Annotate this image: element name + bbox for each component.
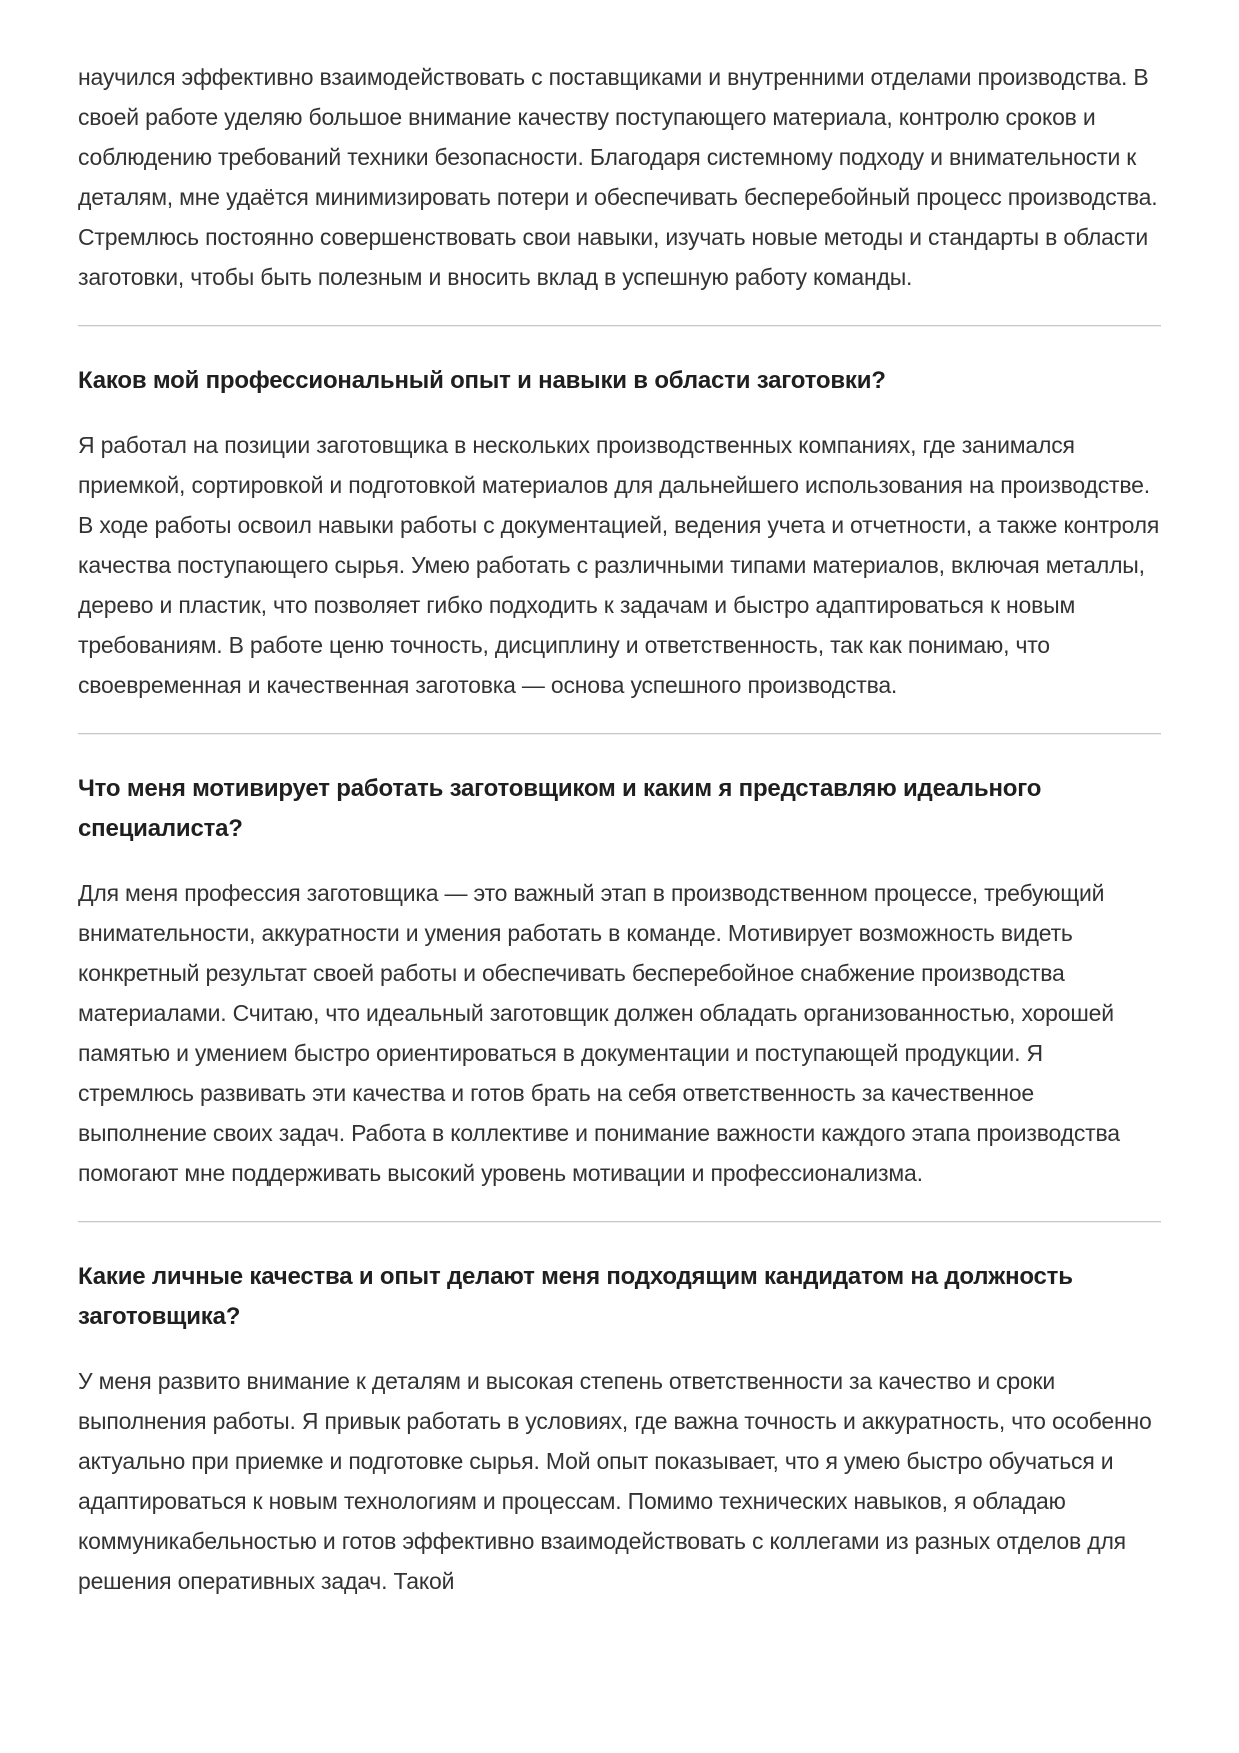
question-heading-personal-qualities: Какие личные качества и опыт делают меня подходящим кандидатом на должность заготовщика? (78, 1263, 1073, 1330)
answer-paragraph-personal-qualities: У меня развито внимание к деталям и высокая степень ответственности за качество и сроки выполнения работы. Я привык работать в условиях, где важна точность и аккуратность, что особенно актуально при приемке и подготовке сырья. Мой опыт показывает, что я умею быстро обучаться и адаптироваться к новым технологиям и процессам. Помимо технических навыков, я обладаю коммуникабельностью и готов эффективно взаимодействовать с коллегами из разных отделов для решения оперативных задач. Такой (78, 1368, 1152, 1594)
answer-paragraph-motivation: Для меня профессия заготовщика — это важный этап в производственном процессе, требующий внимательности, аккуратности и умения работать в команде. Мотивирует возможность видеть конкретный результат своей работы и обеспечивать бесперебойное снабжение производства материалами. Считаю, что идеальный заготовщик должен обладать организованностью, хорошей памятью и умением быстро ориентироваться в документации и поступающей продукции. Я стремлюсь развивать эти качества и готов брать на себя ответственность за качественное выполнение своих задач. Работа в коллективе и понимание важности каждого этапа производства помогают мне поддерживать высокий уровень мотивации и профессионализма. (78, 880, 1120, 1186)
section-divider (78, 1221, 1161, 1222)
section-divider (78, 325, 1161, 326)
question-heading-motivation: Что меня мотивирует работать заготовщиком и каким я представляю идеального специалиста? (78, 775, 1042, 842)
question-heading-experience: Каков мой профессиональный опыт и навыки в области заготовки? (78, 367, 886, 394)
section-divider (78, 733, 1161, 734)
answer-paragraph-experience: Я работал на позиции заготовщика в нескольких производственных компаниях, где занимался приемкой, сортировкой и подготовкой материалов для дальнейшего использования на производстве. В ходе работы освоил навыки работы с документацией, ведения учета и отчетности, а также контроля качества поступающего сырья. Умею работать с различными типами материалов, включая металлы, дерево и пластик, что позволяет гибко подходить к задачам и быстро адаптироваться к новым требованиям. В работе ценю точность, дисциплину и ответственность, так как понимаю, что своевременная и качественная заготовка — основа успешного производства. (78, 432, 1160, 698)
intro-paragraph-continued: научился эффективно взаимодействовать с поставщиками и внутренними отделами производства. В своей работе уделяю большое внимание качеству поступающего материала, контролю сроков и соблюдению требований техники безопасности. Благодаря системному подходу и внимательности к деталям, мне удаётся минимизировать потери и обеспечивать бесперебойный процесс производства. Стремлюсь постоянно совершенствовать свои навыки, изучать новые методы и стандарты в области заготовки, чтобы быть полезным и вносить вклад в успешную работу команды. (78, 64, 1158, 290)
